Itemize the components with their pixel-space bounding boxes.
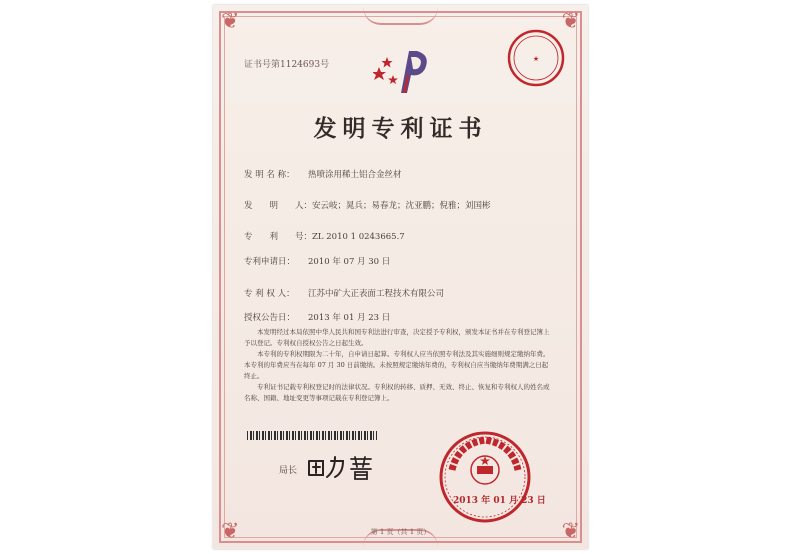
field-grant-date	[244, 311, 390, 323]
patent-certificate	[213, 5, 588, 549]
field-inventors	[244, 199, 491, 211]
field-label: 授权公告日：	[244, 313, 296, 323]
field-application-date	[244, 255, 390, 267]
field-value: 2010 年 07 月 30 日	[308, 257, 391, 267]
director-label: 局长	[279, 466, 298, 476]
certificate-number: 证书号第1124693号	[244, 60, 330, 70]
director-signature-icon	[305, 453, 377, 481]
barcode	[247, 431, 377, 440]
field-value: 江苏中矿大正表面工程技术有限公司	[308, 289, 445, 299]
patent-office-logo-icon	[373, 45, 435, 97]
body-paragraph: 本专利的专利权期限为二十年，自申请日起算。专利权人应当依照专利法及其实施细则规定缴纳年费。本专利的年费应当在每年 07 月 30 日前缴纳。未按照规定缴纳年费的，专利权自应当缴纳年费期满之日起终止。	[244, 350, 550, 380]
field-label: 专 利 权 人：	[244, 289, 295, 299]
field-label: 发 明 名 称：	[244, 170, 295, 180]
svg-text:★: ★	[532, 55, 540, 63]
page-footer: 第 1 页（共 1 页）	[370, 528, 431, 536]
field-label: 专利申请日：	[244, 257, 296, 267]
corner-ornament-icon: ❦	[561, 519, 580, 544]
national-ip-office-seal-icon	[438, 430, 532, 524]
field-value: ZL 2010 1 0243665.7	[312, 232, 405, 242]
field-label: 专 利 号：	[244, 232, 313, 242]
official-stamp-icon	[506, 28, 566, 88]
body-paragraph: 专利证书记载专利权登记时的法律状况。专利权的转移、质押、无效、终止、恢复和专利权人的姓名或名称、国籍、地址变更等事项记载在专利登记簿上。	[244, 383, 550, 402]
field-value: 热喷涂用稀土铝合金丝材	[308, 170, 402, 180]
field-label: 发 明 人：	[244, 201, 313, 211]
top-scroll-ornament	[363, 7, 438, 25]
certificate-body-text	[244, 327, 554, 404]
body-paragraph: 本发明经过本局依照中华人民共和国专利法进行审查，决定授予专利权，颁发本证书并在专利登记簿上予以登记。专利权自授权公告之日起生效。	[244, 328, 550, 347]
corner-ornament-icon: ❦	[221, 519, 240, 544]
field-patent-number	[244, 230, 405, 242]
certificate-title: 发明专利证书	[313, 115, 488, 142]
corner-ornament-icon: ❦	[221, 9, 240, 34]
seal-date: 2013 年 01 月 23 日	[453, 496, 546, 506]
corner-ornament-icon: ❦	[561, 9, 580, 34]
field-invention-name	[244, 168, 402, 180]
field-value: 2013 年 01 月 23 日	[308, 313, 391, 323]
field-value: 安云岐；晁兵；易春龙；沈亚鹏；倪雅；刘国彬	[312, 201, 491, 211]
field-patentee	[244, 287, 444, 299]
